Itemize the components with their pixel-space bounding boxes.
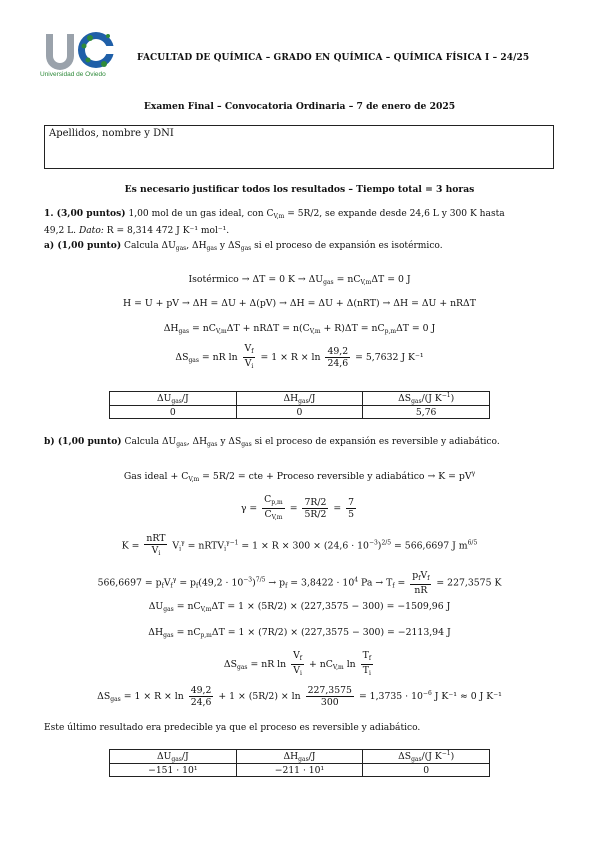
exam-title: Examen Final – Convocatoria Ordinaria – 7 de enero de 2025	[143, 101, 456, 112]
table-cell: 5,76	[363, 406, 490, 419]
problem-statement: 1. (3,00 puntos) 1,00 mol de un gas ideal, con $C_{V,m} = 5R/2$, se expande desde 24,6 L y 300 K hasta 49,2 L. Dato: R = 8,314 472 J K⁻¹ mol⁻¹.	[44, 208, 505, 236]
name-field-label: Apellidos, nombre y DNI	[49, 128, 174, 139]
instructions: Es necesario justificar todos los resultados – Tiempo total = 3 horas	[124, 184, 475, 195]
equation-a2: H = U + pV → ΔH = ΔU + Δ(pV) → ΔH = ΔU + Δ(nRT) → ΔH = ΔU + nRΔT	[123, 298, 476, 309]
part-a-question: a) (1,00 punto) Calcula $\Delta U_{gas}$, $\Delta H_{gas}$ y $\Delta S_{gas}$ si el proceso de expansión es isotérmico.	[44, 240, 443, 252]
equation-a4: $\Delta S_{gas}$ = nR ln $\frac{V_f}{V_i}$ = 1 × R × ln $\frac{49,2}{24,6}$ = 5,7632 J K⁻¹	[175, 343, 424, 370]
equation-b5: $\Delta U_{gas} = nC_{V,m}\Delta T = 1 \times (5R/2) \times (227,3575 - 300) = -1509,96$ J	[148, 601, 451, 613]
table-cell: 0	[363, 764, 490, 777]
table-header: $\Delta U_{gas}/J$	[110, 392, 237, 406]
results-table-b	[109, 749, 490, 777]
table-header: $\Delta H_{gas}/J$	[236, 392, 363, 406]
equation-b1: Gas ideal + $C_{V,m} = 5R/2$ = cte + Proceso reversible y adiabático → $K = pV^\gamma$	[123, 470, 476, 483]
table-header: $\Delta S_{gas}/(J$ $K^{-1}$)	[363, 392, 490, 406]
part-b-question: b) (1,00 punto) Calcula $\Delta U_{gas}$, $\Delta H_{gas}$ y $\Delta S_{gas}$ si el proceso de expansión es reversible y adiabático.	[44, 436, 500, 448]
equation-b4: $566,6697 = p_fV_f^\gamma = p_f(49,2 \cdot 10^{-3})^{7/5} \to p_f = 3,8422 \cdot 10^4$ $Pa \to T_f$ = $\frac{p_fV_f}{nR}$ = 227,3575 K	[97, 570, 502, 596]
equation-b7: $\Delta S_{gas}$ = nR ln $\frac{V_f}{V_i}$ + $nC_{V,m}$ ln $\frac{T_f}{T_i}$	[223, 650, 372, 677]
part-b-note: Este último resultado era predecible ya que el proceso es reversible y adiabático.	[44, 723, 421, 733]
table-header: $\Delta U_{gas}/J$	[110, 750, 237, 764]
table-cell: −151 · 10¹	[110, 764, 237, 777]
table-cell: −211 · 10¹	[236, 764, 363, 777]
page-header: FACULTAD DE QUÍMICA – GRADO EN QUÍMICA – QUÍMICA FÍSICA I – 24/25	[137, 53, 530, 63]
table-header: $\Delta S_{gas}/(J$ $K^{-1}$)	[363, 750, 490, 764]
table-header: $\Delta H_{gas}/J$	[236, 750, 363, 764]
equation-b3: K = $\frac{\text{nRT}}{V_i}$ $V_i^\gamma$ = nRTV$_i^{\gamma-1}$ = $1 \times R \times 300 \times (24,6 \cdot 10^{-3})^{2/5} = 566,6697$ J $m^{6/5}$	[121, 533, 478, 557]
equation-b6: $\Delta H_{gas} = nC_{p,m}\Delta T = 1 \times (7R/2) \times (227,3575 - 300) = -2113,94$ J	[148, 627, 451, 639]
equation-a1: Isotérmico → ΔT = 0 $K \to \Delta U_{gas} = nC_{V,m}\Delta T = 0$ J	[188, 274, 411, 286]
logo-text: Universidad de Oviedo	[40, 71, 106, 78]
table-cell: 0	[110, 406, 237, 419]
table-cell: 0	[236, 406, 363, 419]
equation-a3: $\Delta H_{gas} = nC_{V,m}\Delta T + nR\Delta T = n(C_{V,m} + R)\Delta T = nC_{p,m}\Delta T = 0$ J	[163, 323, 436, 335]
equation-b2: γ = $\frac{C_{p,m}}{C_{V,m}}$ = $\frac{7R/2}{5R/2}$ = $\frac{7}{5}$	[240, 494, 355, 521]
name-field[interactable]	[44, 125, 554, 169]
equation-b8: $\Delta S_{gas} = 1 \times R \times \ln$ $\frac{49,2}{24,6}$ + 1 × (5R/2) × ln $\frac{227,3575}{300}$ = $1,3735 \cdot 10^{-6}$ J K⁻¹ ≈ 0 J K⁻¹	[97, 685, 502, 708]
results-table-a	[109, 391, 490, 419]
problem-number: 1. (3,00 puntos)	[44, 208, 126, 219]
